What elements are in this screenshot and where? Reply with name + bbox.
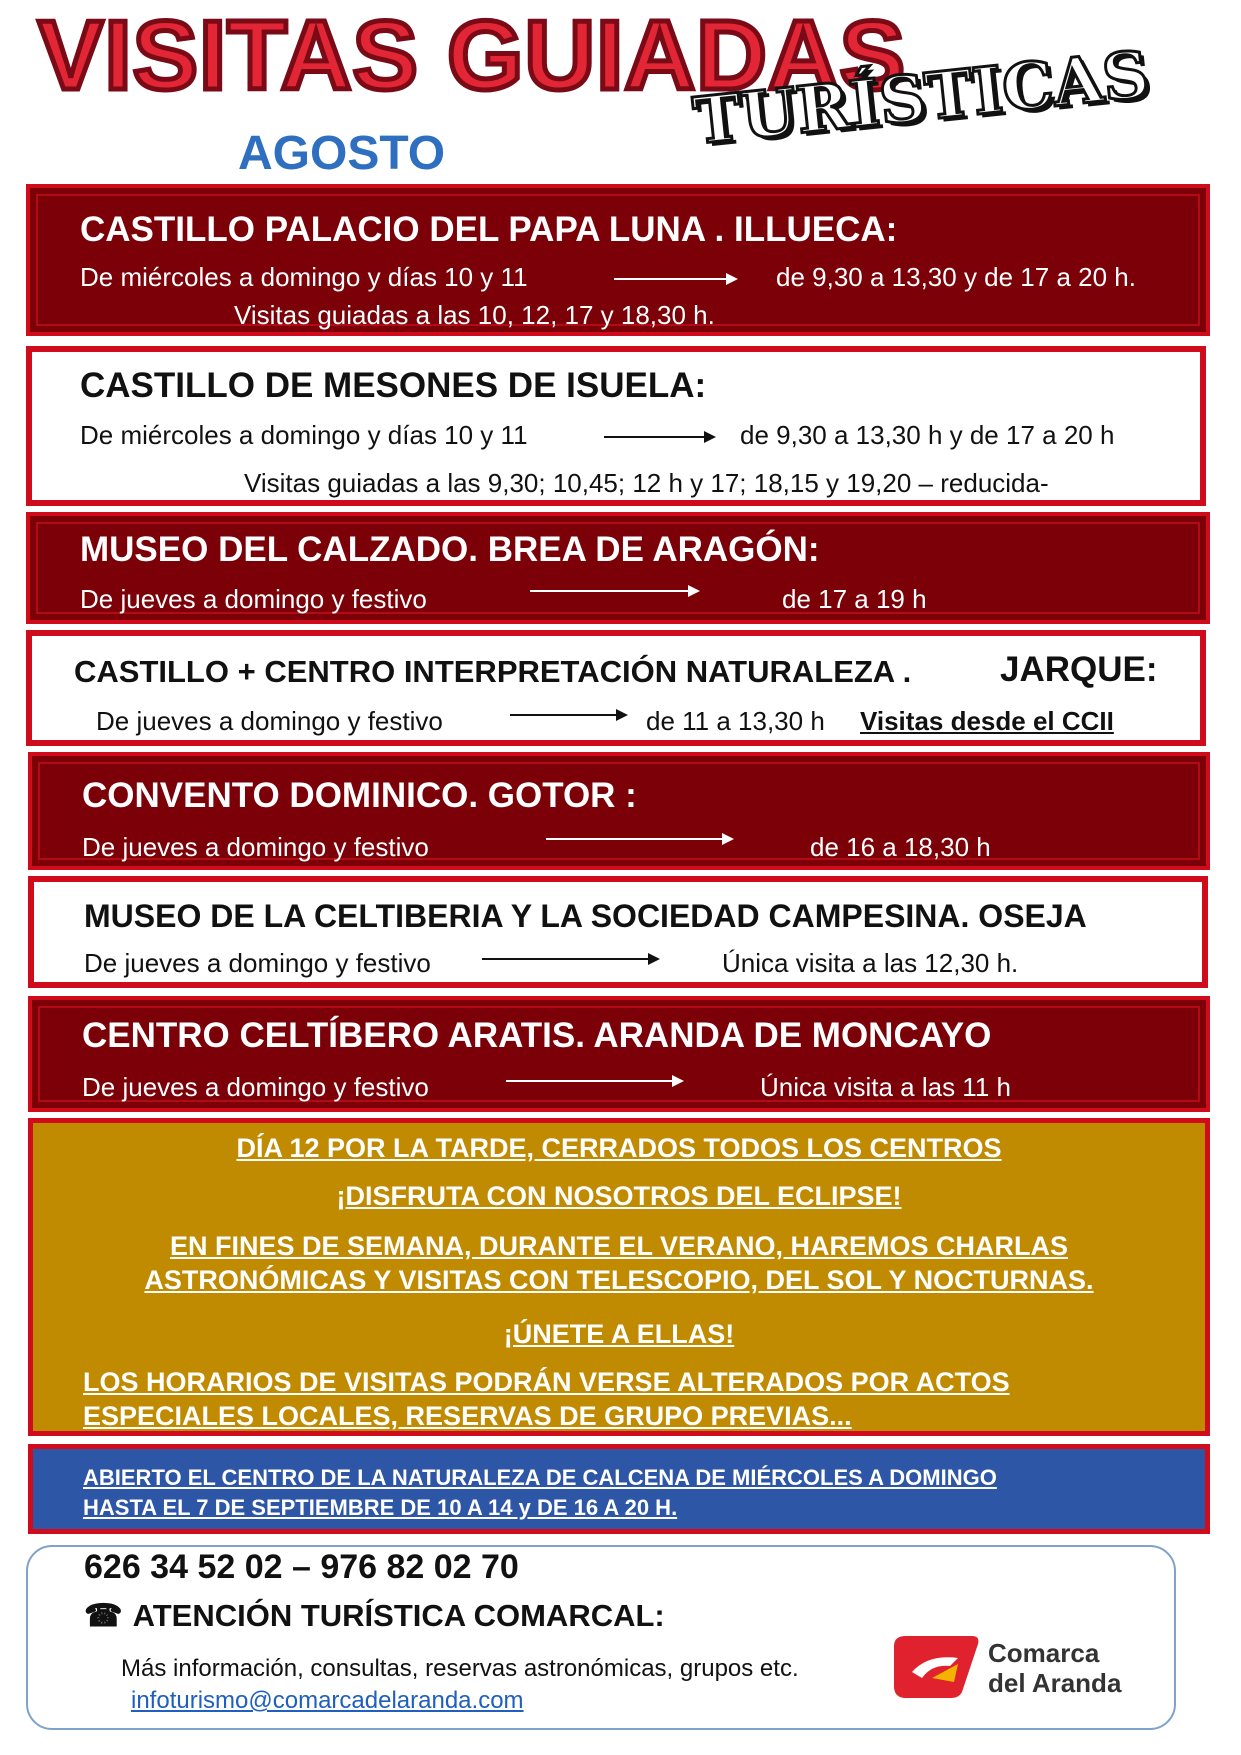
site-extra-link[interactable]: Visitas desde el CCII	[860, 706, 1114, 736]
arrow-icon	[510, 714, 626, 716]
notice-box	[28, 1118, 1210, 1436]
site-card-oseja	[28, 876, 1208, 988]
site-days: De jueves a domingo y festivo	[80, 584, 427, 614]
arrow-icon	[530, 590, 698, 592]
site-title: MUSEO DEL CALZADO. BREA DE ARAGÓN:	[80, 530, 820, 569]
site-hours: de 11 a 13,30 h	[646, 706, 825, 736]
calcena-box	[28, 1444, 1210, 1534]
site-title: CONVENTO DOMINICO. GOTOR :	[82, 776, 637, 815]
site-note: Visitas guiadas a las 10, 12, 17 y 18,30 h.	[234, 300, 715, 330]
comarca-logo-mark	[888, 1632, 1128, 1702]
site-hours: Única visita a las 11 h	[760, 1072, 1011, 1102]
site-card-mesones	[26, 346, 1206, 506]
site-title-place: JARQUE:	[1000, 650, 1158, 689]
site-days: De jueves a domingo y festivo	[82, 1072, 429, 1102]
site-title: CASTILLO + CENTRO INTERPRETACIÓN NATURALEZA .	[74, 654, 912, 689]
arrow-icon	[546, 838, 732, 840]
site-hours: Única visita a las 12,30 h.	[722, 948, 1019, 978]
arrow-icon	[506, 1080, 682, 1082]
tourist-attention-label	[84, 1598, 665, 1634]
attention-text: ATENCIÓN TURÍSTICA COMARCAL:	[132, 1598, 665, 1633]
site-card-brea	[26, 512, 1210, 624]
arrow-icon	[604, 436, 714, 438]
notice-astronomy: EN FINES DE SEMANA, DURANTE EL VERANO, HAREMOS CHARLAS ASTRONÓMICAS Y VISITAS CON TELESCOPIO, DEL SOL Y NOCTURNAS.	[144, 1231, 1094, 1295]
site-note: Visitas guiadas a las 9,30; 10,45; 12 h y 17; 18,15 y 19,20 – reducida-	[244, 468, 1049, 498]
site-title: CASTILLO DE MESONES DE ISUELA:	[80, 366, 707, 405]
page-title: VISITAS GUIADAS	[38, 0, 907, 110]
site-hours: de 16 a 18,30 h	[810, 832, 991, 862]
site-days: De miércoles a domingo y días 10 y 11	[80, 262, 528, 292]
site-title: CENTRO CELTÍBERO ARATIS. ARANDA DE MONCAYO	[82, 1016, 992, 1055]
month-label: AGOSTO	[238, 127, 446, 180]
phone-numbers[interactable]: 626 34 52 02 – 976 82 02 70	[84, 1548, 519, 1586]
notice-closed: DÍA 12 POR LA TARDE, CERRADOS TODOS LOS CENTROS	[236, 1133, 1002, 1163]
logo-line-2: del Aranda	[988, 1668, 1122, 1698]
arrow-icon	[614, 278, 736, 280]
site-title: CASTILLO PALACIO DEL PAPA LUNA . ILLUECA:	[80, 210, 898, 249]
site-card-gotor	[28, 752, 1210, 870]
site-card-aranda	[28, 996, 1210, 1112]
site-hours: de 9,30 a 13,30 y de 17 a 20 h.	[776, 262, 1136, 292]
site-card-illueca	[26, 184, 1210, 336]
logo-line-1: Comarca	[988, 1638, 1100, 1668]
calcena-line-2: HASTA EL 7 DE SEPTIEMBRE DE 10 A 14 y DE 16 A 20 H.	[83, 1495, 678, 1520]
notice-schedule-warning: LOS HORARIOS DE VISITAS PODRÁN VERSE ALTERADOS POR ACTOS ESPECIALES LOCALES, RESERVAS DE GRUPO PREVIAS...	[83, 1367, 1010, 1431]
notice-eclipse: ¡DISFRUTA CON NOSOTROS DEL ECLIPSE!	[336, 1181, 902, 1211]
site-days: De jueves a domingo y festivo	[96, 706, 443, 736]
page-subtitle: TURÍSTICAS	[690, 37, 1153, 160]
site-days: De jueves a domingo y festivo	[82, 832, 429, 862]
comarca-logo	[888, 1632, 1128, 1702]
site-hours: de 17 a 19 h	[782, 584, 927, 614]
site-title: MUSEO DE LA CELTIBERIA Y LA SOCIEDAD CAMPESINA. OSEJA	[84, 898, 1087, 934]
more-info-text: Más información, consultas, reservas astronómicas, grupos etc.	[121, 1655, 799, 1682]
site-days: De miércoles a domingo y días 10 y 11	[80, 420, 528, 450]
email-link[interactable]: infoturismo@comarcadelaranda.com	[131, 1687, 524, 1714]
notice-join: ¡ÚNETE A ELLAS!	[503, 1319, 735, 1349]
calcena-line-1: ABIERTO EL CENTRO DE LA NATURALEZA DE CALCENA DE MIÉRCOLES A DOMINGO	[83, 1465, 997, 1490]
telephone-icon: ☎	[84, 1598, 123, 1633]
site-card-jarque	[26, 630, 1206, 746]
site-hours: de 9,30 a 13,30 h y de 17 a 20 h	[740, 420, 1115, 450]
site-days: De jueves a domingo y festivo	[84, 948, 431, 978]
arrow-icon	[482, 958, 658, 960]
